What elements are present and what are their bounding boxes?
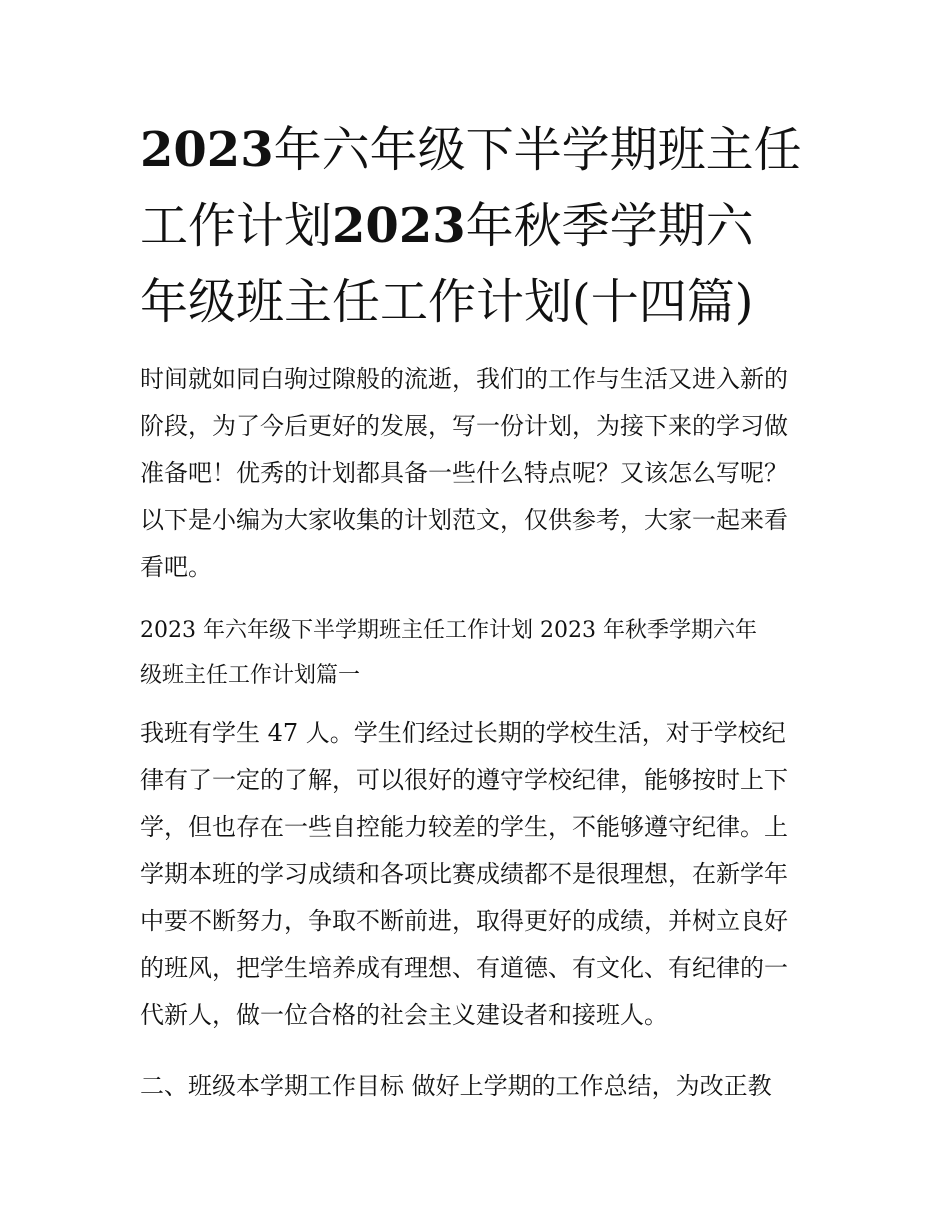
document-title: [140, 112, 820, 340]
intro-line: 以下是小编为大家收集的计划范文，仅供参考，大家一起来看: [140, 506, 788, 534]
paragraph-line: 学，但也存在一些自控能力较差的学生，不能够遵守纪律。上: [140, 813, 788, 841]
paragraph-line: 学期本班的学习成绩和各项比赛成绩都不是很理想，在新学年: [140, 860, 788, 888]
intro-paragraph: [140, 356, 820, 591]
title-line-3: 年级班主任工作计划(十四篇): [140, 274, 754, 330]
paragraph-line: 代新人，做一位合格的社会主义建设者和接班人。: [140, 1001, 668, 1029]
paragraph-line: 中要不断努力，争取不断前进，取得更好的成绩，并树立良好: [140, 907, 788, 935]
paragraph-line: 二、班级本学期工作目标 做好上学期的工作总结，为改正教: [140, 1072, 772, 1100]
paragraph-work-goals: [140, 1063, 820, 1110]
title-line-1: 2023年六年级下半学期班主任: [140, 122, 802, 178]
title-line-2: 工作计划2023年秋季学期六: [140, 198, 754, 254]
section-heading-line: 2023 年六年级下半学期班主任工作计划 2023 年秋季学期六年: [140, 618, 757, 643]
section-heading: [140, 608, 820, 698]
intro-line: 时间就如同白驹过隙般的流逝，我们的工作与生活又进入新的: [140, 365, 788, 393]
paragraph-line: 的班风，把学生培养成有理想、有道德、有文化、有纪律的一: [140, 954, 788, 982]
section-heading-line: 级班主任工作计划篇一: [140, 663, 361, 688]
paragraph-class-overview: [140, 710, 820, 1039]
intro-line: 准备吧！优秀的计划都具备一些什么特点呢？又该怎么写呢？: [140, 459, 788, 487]
intro-line: 阶段，为了今后更好的发展，写一份计划，为接下来的学习做: [140, 412, 788, 440]
paragraph-line: 我班有学生 47 人。学生们经过长期的学校生活，对于学校纪: [140, 719, 786, 747]
intro-line: 看吧。: [140, 553, 212, 581]
paragraph-line: 律有了一定的了解，可以很好的遵守学校纪律，能够按时上下: [140, 766, 788, 794]
